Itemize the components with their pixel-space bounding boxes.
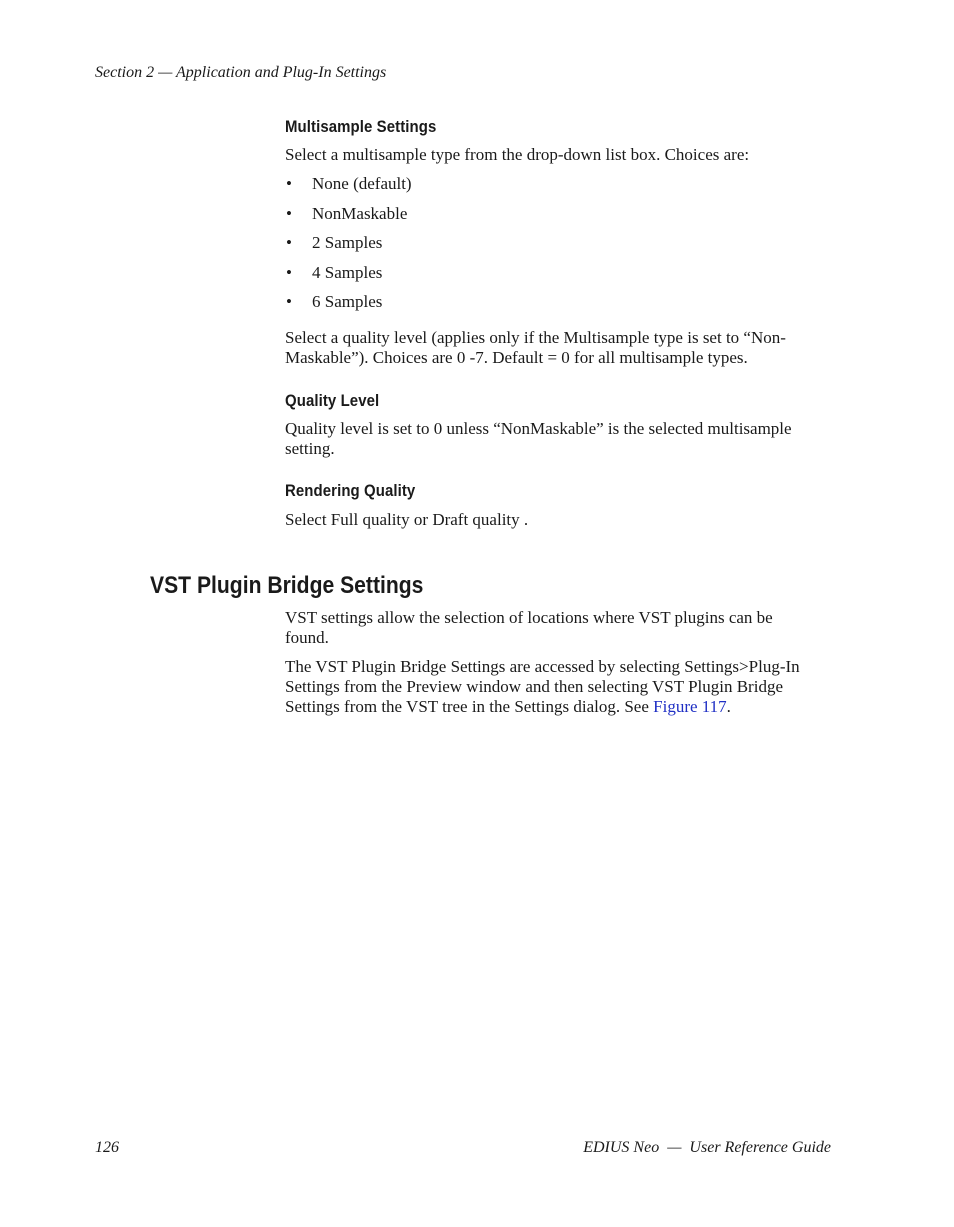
multisample-choices-list	[285, 173, 412, 321]
choice-label: 2 Samples	[312, 233, 383, 252]
quality-note-paragraph: Select a quality level (applies only if the Multisample type is set to “Non-Maskable”). Choices are 0 -7. Default = 0 for all multisample types.	[285, 328, 786, 367]
vst-access-end: .	[726, 697, 731, 716]
choice-label: NonMaskable	[312, 203, 408, 223]
multisample-intro: Select a multisample type from the drop-down list box. Choices are:	[285, 145, 750, 164]
choice-label: None (default)	[312, 174, 412, 193]
quality-level-paragraph: Quality level is set to 0 unless “NonMaskable” is the selected multisample setting.	[285, 419, 792, 458]
page-number: 126	[95, 1139, 119, 1156]
rendering-quality-heading: Rendering Quality	[285, 481, 416, 500]
choice-label: 4 Samples	[312, 262, 383, 282]
vst-intro-paragraph: VST settings allow the selection of locations where VST plugins can be found.	[285, 608, 773, 647]
list-item	[285, 173, 412, 203]
running-header: Section 2 — Application and Plug-In Settings	[95, 64, 387, 81]
figure-117-link[interactable]: Figure 117	[653, 697, 727, 716]
bullet-glyph: •	[286, 233, 292, 252]
list-item	[285, 291, 412, 321]
list-item	[285, 262, 412, 292]
bullet-glyph: •	[286, 203, 292, 223]
quality-level-heading: Quality Level	[285, 391, 380, 410]
choice-label: 6 Samples	[312, 292, 383, 311]
vst-section-heading: VST Plugin Bridge Settings	[150, 572, 424, 599]
list-item	[285, 232, 412, 262]
rendering-quality-paragraph: Select Full quality or Draft quality .	[285, 510, 529, 529]
multisample-settings-heading: Multisample Settings	[285, 117, 437, 136]
bullet-glyph: •	[286, 174, 292, 193]
guide-title: EDIUS Neo — User Reference Guide	[583, 1139, 831, 1156]
bullet-glyph: •	[286, 262, 292, 282]
vst-access-text: The VST Plugin Bridge Settings are accessed by selecting Settings>Plug-In Settings from the Preview window and then selecting VST Plugin Bridge Settings from the VST tree in the Settings dialog. See	[285, 657, 800, 716]
list-item	[285, 203, 412, 233]
bullet-glyph: •	[286, 292, 292, 311]
vst-access-paragraph	[285, 657, 835, 717]
